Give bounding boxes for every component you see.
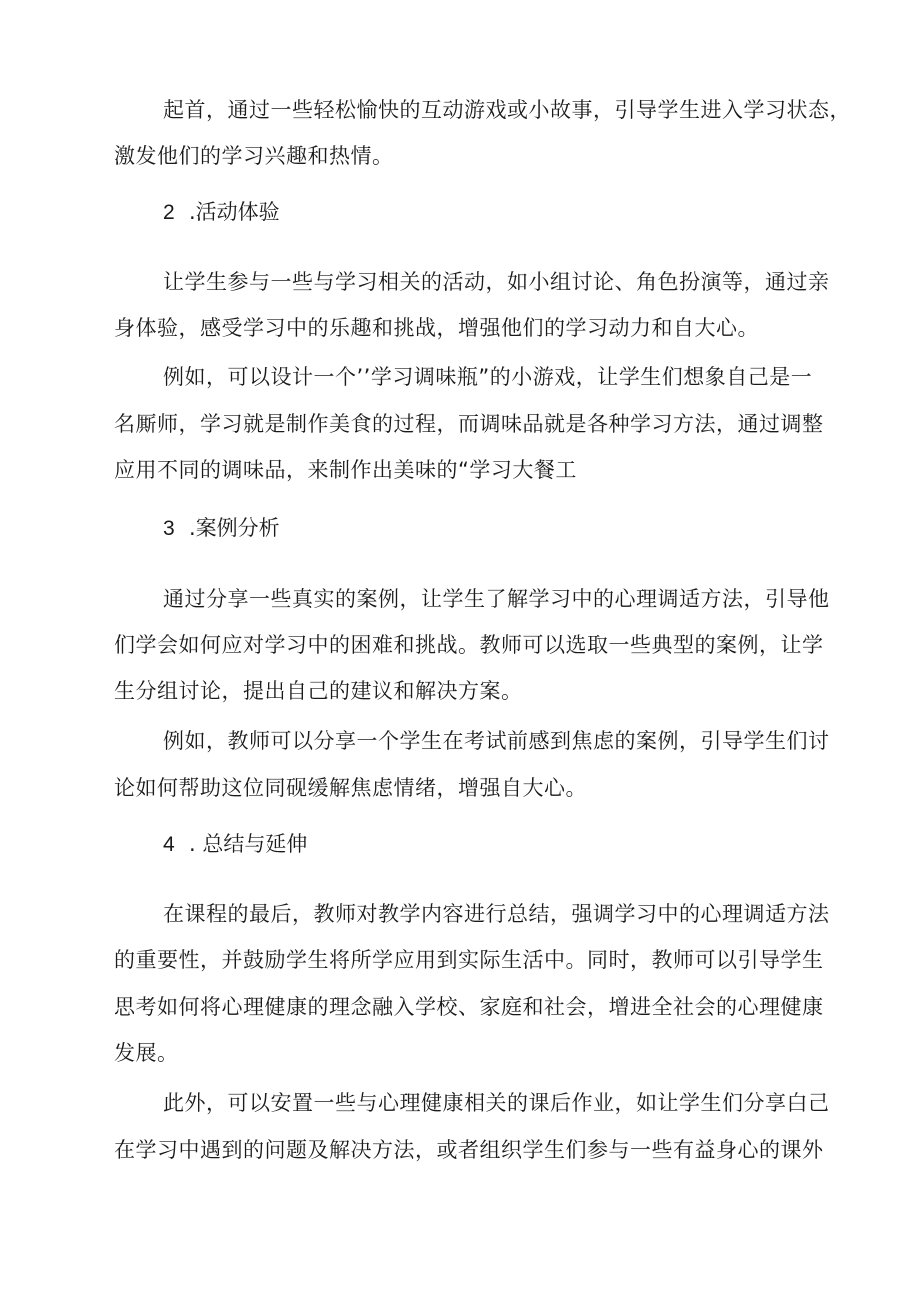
paragraph-line: 起首，通过一些轻松愉快的互动游戏或小故事，引导学生进入学习状态， [163, 98, 851, 122]
section-title: .案例分析 [189, 516, 280, 540]
paragraph-line: 在学习中遇到的问题及解决方法，或者组织学生们参与一些有益身心的课外 [114, 1138, 824, 1162]
paragraph-line: 激发他们的学习兴趣和热情。 [114, 144, 394, 168]
paragraph-line: 生分组讨论，提出自己的建议和解决方案。 [114, 679, 523, 703]
section-number: 3 [163, 517, 175, 540]
section-number: 4 [163, 833, 175, 856]
section-heading-3 [163, 514, 280, 543]
paragraph-line: 在课程的最后，教师对教学内容进行总结，强调学习中的心理调适方法 [163, 902, 830, 926]
paragraph-line: 发展。 [114, 1041, 179, 1065]
paragraph-line: 的重要性，并鼓励学生将所学应用到实际生活中。同时，教师可以引导学生 [114, 948, 824, 972]
paragraph-line: 通过分享一些真实的案例，让学生了解学习中的心理调适方法，引导他 [163, 587, 830, 611]
section-heading-4 [163, 830, 307, 859]
section-heading-2 [163, 198, 280, 227]
paragraph-line: 让学生参与一些与学习相关的活动，如小组讨论、角色扮演等，通过亲 [163, 270, 830, 294]
paragraph-line: 论如何帮助这位同砚缓解焦虑情绪，增强自大心。 [114, 776, 587, 800]
paragraph-line: 此外，可以安置一些与心理健康相关的课后作业，如让学生们分享白己 [163, 1091, 830, 1115]
paragraph-line: 名厮师，学习就是制作美食的过程，而调味品就是各种学习方法，通过调整 [114, 412, 824, 436]
paragraph-line: 们学会如何应对学习中的困难和挑战。教师可以选取一些典型的案例，让学 [114, 633, 824, 657]
section-title: .活动体验 [189, 200, 280, 224]
paragraph-line: 应用不同的调味品，来制作出美味的“学习大餐工 [114, 458, 577, 482]
paragraph-line: 身体验，感受学习中的乐趣和挑战，增强他们的学习动力和自大心。 [114, 316, 759, 340]
paragraph-line: 例如，可以设计一个’’学习调味瓶”的小游戏，让学生们想象自己是一 [163, 365, 813, 389]
paragraph-line: 思考如何将心理健康的理念融入学校、家庭和社会，增进全社会的心理健康 [114, 995, 824, 1019]
paragraph-line: 例如，教师可以分享一个学生在考试前感到焦虑的案例，引导学生们讨 [163, 729, 830, 753]
section-number: 2 [163, 201, 175, 224]
section-title: . 总结与延伸 [189, 832, 308, 856]
